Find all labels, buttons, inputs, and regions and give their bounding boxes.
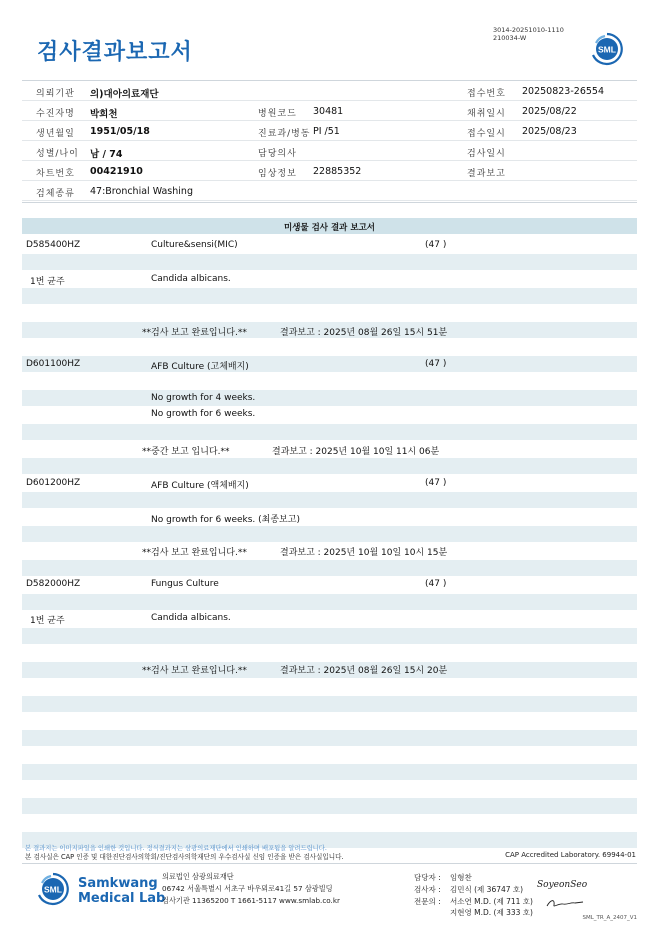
logo-text: SML [44, 884, 62, 895]
report-time: 결과보고 : 2025년 08월 26일 15시 51분 [280, 328, 448, 338]
report-status: **중간 보고 입니다.** [142, 447, 230, 457]
specialist-2: 지현영 M.D. (제 333 호) [450, 908, 533, 917]
collect-date-value: 2025/08/22 [522, 106, 577, 117]
result-text: Candida albicans. [151, 274, 231, 284]
receipt-date-label: 접수일시 [467, 129, 506, 139]
print-notice: 본 결과지는 이미지파일을 인쇄한 것입니다. 정식결과지는 삼광의료재단에서 인쇄하며 배포됨을 알려드립니다. [25, 845, 327, 852]
test-number: (47 ) [425, 579, 447, 589]
report-time: 결과보고 : 2025년 10월 10일 10시 15분 [280, 548, 448, 558]
band [22, 764, 637, 780]
hospital-code-label: 병원코드 [258, 109, 297, 119]
tester-value: 김민식 (제 36747 호) [450, 885, 524, 894]
result-text: No growth for 6 weeks. (최종보고) [151, 515, 300, 525]
test-code: D585400HZ [26, 240, 81, 250]
test-date-label: 검사일시 [467, 149, 506, 159]
form-code: SML_TR_A_2407_V1 [582, 915, 637, 921]
specialist-1: 서소연 M.D. (제 711 호) [450, 897, 533, 906]
band [22, 492, 637, 508]
patient-value: 박희천 [90, 109, 118, 120]
test-name: Culture&sensi(MIC) [151, 240, 238, 250]
test-number: (47 ) [425, 359, 447, 369]
chart-no-value: 00421910 [90, 166, 143, 177]
strain-label: 1번 균주 [30, 277, 65, 287]
header-bottom-rule [22, 202, 637, 203]
header-row-4 [22, 141, 637, 161]
test-code: D601200HZ [26, 478, 81, 488]
logo-text: SML [598, 44, 616, 55]
samkwang-logo-icon [36, 872, 70, 906]
chart-no-label: 차트번호 [36, 169, 75, 179]
result-text: No growth for 6 weeks. [151, 409, 256, 419]
brand-name-line2: Medical Lab [78, 891, 166, 906]
band [22, 458, 637, 474]
band [22, 628, 637, 644]
manager-value: 임형찬 [450, 873, 472, 882]
result-text: Candida albicans. [151, 613, 231, 623]
sml-logo-icon [590, 32, 624, 66]
report-status: **검사 보고 완료입니다.** [142, 666, 247, 676]
corp-address: 06742 서울특별시 서초구 바우뫼로41길 57 삼광빌딩 [162, 884, 333, 893]
header-row-1 [22, 81, 637, 101]
header-row-2 [22, 101, 637, 121]
report-time: 결과보고 : 2025년 10월 10일 11시 06분 [272, 447, 440, 457]
sex-age-value: 남 / 74 [90, 149, 123, 160]
header-row-6 [22, 181, 637, 201]
test-code: D601100HZ [26, 359, 81, 369]
report-status: **검사 보고 완료입니다.** [142, 328, 247, 338]
footer-rule [22, 863, 637, 864]
result-text: No growth for 4 weeks. [151, 393, 256, 403]
hospital-code-value: 30481 [313, 106, 344, 117]
document-id-line1: 3014-20251010-1110 [493, 26, 564, 34]
specimen-label: 검체종류 [36, 189, 75, 199]
tester-label: 검사자 : [414, 885, 441, 894]
dept-label: 진료과/병동 [258, 129, 311, 139]
patient-label: 수진자명 [36, 109, 75, 119]
strain-label: 1번 균주 [30, 616, 65, 626]
signature-1: SoyeonSeo [537, 880, 588, 890]
doctor-label: 담당의사 [258, 149, 297, 159]
band [22, 424, 637, 440]
report-time: 결과보고 : 2025년 08월 26일 15시 20분 [280, 666, 448, 676]
band [22, 288, 637, 304]
band [22, 594, 637, 610]
test-code: D582000HZ [26, 579, 81, 589]
corp-contact: 검사기관 11365200 T 1661-5117 www.smlab.co.kr [162, 896, 340, 905]
band [22, 356, 637, 372]
cap-accreditation: CAP Accredited Laboratory. 69944-01 [505, 851, 636, 859]
specimen-value: 47:Bronchial Washing [90, 186, 193, 197]
test-name: Fungus Culture [151, 579, 219, 589]
brand-name-line1: Samkwang [78, 876, 158, 891]
collect-date-label: 채취일시 [467, 109, 506, 119]
specialist-label: 전문의 : [414, 897, 441, 906]
signature-2 [545, 897, 585, 909]
requester-label: 의뢰기관 [36, 89, 75, 99]
certification-notice: 본 검사실은 CAP 인증 및 대한진단검사의학회/진단검사의학재단의 우수검사실 신임 인증을 받은 검사실입니다. [25, 853, 344, 861]
band [22, 730, 637, 746]
dob-label: 생년월일 [36, 129, 75, 139]
test-number: (47 ) [425, 240, 447, 250]
band [22, 390, 637, 406]
page-title: 검사결과보고서 [37, 40, 193, 65]
test-number: (47 ) [425, 478, 447, 488]
header-row-5 [22, 161, 637, 181]
band [22, 798, 637, 814]
header-row-3 [22, 121, 637, 141]
dob-value: 1951/05/18 [90, 126, 150, 137]
report-label: 결과보고 [467, 169, 506, 179]
section-title: 미생물 검사 결과 보고서 [284, 223, 375, 233]
dept-value: PI /51 [313, 126, 340, 137]
requester-value: 의)대아의료재단 [90, 89, 159, 100]
clinical-label: 임상정보 [258, 169, 297, 179]
test-name: AFB Culture (고체배지) [151, 362, 249, 372]
band [22, 696, 637, 712]
band [22, 526, 637, 542]
receipt-no-label: 접수번호 [467, 89, 506, 99]
receipt-no-value: 20250823-26554 [522, 86, 605, 97]
report-status: **검사 보고 완료입니다.** [142, 548, 247, 558]
sex-age-label: 성별/나이 [36, 149, 79, 159]
receipt-date-value: 2025/08/23 [522, 126, 577, 137]
band [22, 560, 637, 576]
test-name: AFB Culture (액체배지) [151, 481, 249, 491]
band [22, 254, 637, 270]
corp-name: 의료법인 삼광의료재단 [162, 872, 234, 881]
document-id [493, 26, 564, 42]
document-id-line2: 210034-W [493, 34, 527, 42]
clinical-value: 22885352 [313, 166, 362, 177]
manager-label: 담당자 : [414, 873, 441, 882]
